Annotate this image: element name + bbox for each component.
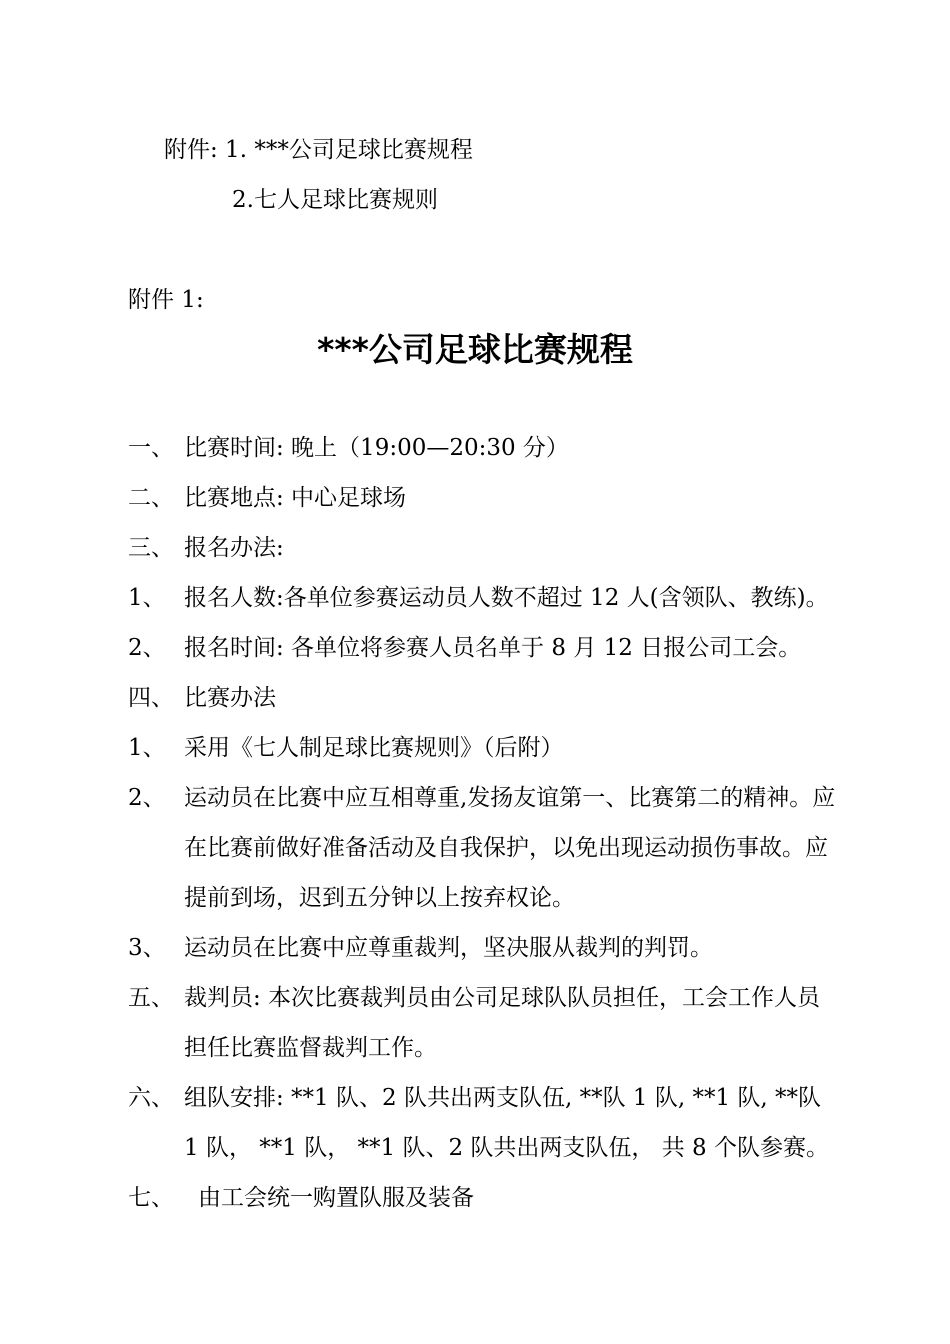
- attachment-list-line-1: 附件: 1. ***公司足球比赛规程: [164, 137, 473, 163]
- item-text: 裁判员: 本次比赛裁判员由公司足球队队员担任，工会工作人员: [184, 985, 821, 1011]
- item-text: 比赛时间: 晚上（19:00—20:30 分）: [184, 435, 569, 461]
- item-number: 2、: [128, 635, 166, 661]
- item-number: 七、: [128, 1185, 174, 1211]
- item-text: 报名办法:: [184, 535, 284, 561]
- item-text-continuation: 担任比赛监督裁判工作。: [184, 1035, 437, 1061]
- item-text: 运动员在比赛中应互相尊重,发扬友谊第一、比赛第二的精神。应: [184, 785, 836, 811]
- item-text: 比赛地点: 中心足球场: [184, 485, 407, 511]
- item-number: 2、: [128, 785, 166, 811]
- item-text: 比赛办法: [184, 685, 276, 711]
- item-number: 五、: [128, 985, 174, 1011]
- item-number: 1、: [128, 585, 166, 611]
- item-text-continuation: 在比赛前做好准备活动及自我保护，以免出现运动损伤事故。应: [184, 835, 828, 861]
- item-text: 报名人数:各单位参赛运动员人数不超过 12 人(含领队、教练)。: [184, 585, 829, 611]
- item-text: 报名时间: 各单位将参赛人员名单于 8 月 12 日报公司工会。: [184, 635, 802, 661]
- item-text-continuation: 提前到场，迟到五分钟以上按弃权论。: [184, 885, 575, 911]
- attachment-label: 附件 1:: [128, 287, 204, 313]
- item-number: 一、: [128, 435, 174, 461]
- item-text: 组队安排: **1 队、2 队共出两支队伍, **队 1 队, **1 队, **队: [184, 1085, 822, 1111]
- item-number: 二、: [128, 485, 174, 511]
- item-text: 运动员在比赛中应尊重裁判，坚决服从裁判的判罚。: [184, 935, 713, 961]
- item-number: 四、: [128, 685, 174, 711]
- item-number: 三、: [128, 535, 174, 561]
- document-title: ***公司足球比赛规程: [317, 330, 633, 369]
- item-number: 3、: [128, 935, 166, 961]
- item-text: 采用《七人制足球比赛规则》（后附）: [184, 735, 564, 761]
- item-text: 由工会统一购置队服及装备: [198, 1185, 474, 1211]
- item-number: 六、: [128, 1085, 174, 1111]
- item-text-continuation: 1 队， **1 队， **1 队、2 队共出两支队伍， 共 8 个队参赛。: [184, 1135, 829, 1161]
- attachment-list-line-2: 2.七人足球比赛规则: [232, 187, 438, 213]
- item-number: 1、: [128, 735, 166, 761]
